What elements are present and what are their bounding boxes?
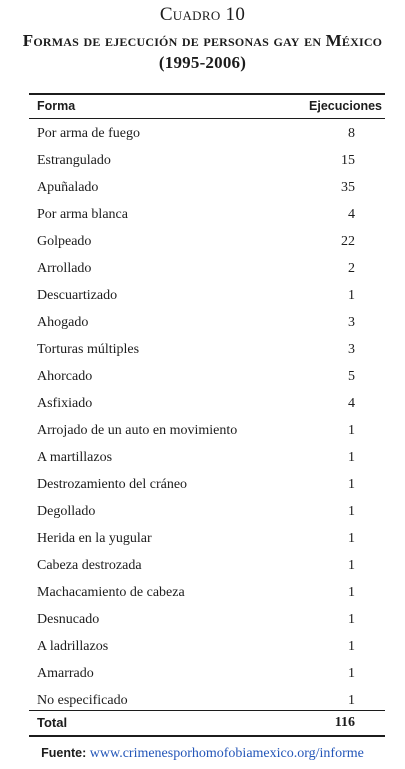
table-row bbox=[37, 255, 382, 282]
row-forma: Apuñalado bbox=[37, 180, 99, 195]
row-forma: Por arma de fuego bbox=[37, 126, 141, 141]
row-forma: Asfixiado bbox=[37, 396, 93, 411]
table-row bbox=[37, 174, 382, 201]
row-ejecuciones: 1 bbox=[348, 585, 355, 600]
table-row bbox=[37, 417, 382, 444]
row-forma: Estrangulado bbox=[37, 153, 111, 168]
row-ejecuciones: 1 bbox=[348, 477, 355, 492]
row-forma: Arrojado de un auto en movimiento bbox=[37, 423, 238, 438]
table-row bbox=[37, 525, 382, 552]
table-row bbox=[37, 363, 382, 390]
table-row bbox=[37, 147, 382, 174]
table-row bbox=[37, 282, 382, 309]
column-header-forma: Forma bbox=[37, 99, 76, 113]
table-header-row bbox=[37, 95, 382, 118]
row-ejecuciones: 2 bbox=[348, 261, 355, 276]
table-title bbox=[0, 30, 405, 74]
row-ejecuciones: 1 bbox=[348, 666, 355, 681]
row-ejecuciones: 35 bbox=[341, 180, 355, 195]
row-ejecuciones: 8 bbox=[348, 126, 355, 141]
table-body bbox=[37, 120, 382, 714]
table-row bbox=[37, 471, 382, 498]
row-forma: Ahogado bbox=[37, 315, 89, 330]
table-title-line1: Formas de ejecución de personas gay en México bbox=[22, 31, 383, 50]
row-ejecuciones: 1 bbox=[348, 504, 355, 519]
table-row bbox=[37, 579, 382, 606]
row-forma: Por arma blanca bbox=[37, 207, 128, 222]
row-ejecuciones: 3 bbox=[348, 315, 355, 330]
row-forma: Arrollado bbox=[37, 261, 92, 276]
table-row bbox=[37, 228, 382, 255]
total-label: Total bbox=[37, 715, 68, 730]
total-row bbox=[37, 711, 382, 735]
table-row bbox=[37, 309, 382, 336]
table-row bbox=[37, 552, 382, 579]
table-row bbox=[37, 120, 382, 147]
row-ejecuciones: 3 bbox=[348, 342, 355, 357]
table-bottom-rule bbox=[29, 735, 385, 737]
row-forma: Machacamiento de cabeza bbox=[37, 585, 185, 600]
row-forma: Descuartizado bbox=[37, 288, 118, 303]
table-title-years: (1995-2006) bbox=[158, 53, 247, 72]
row-forma: A martillazos bbox=[37, 450, 113, 465]
row-ejecuciones: 1 bbox=[348, 558, 355, 573]
row-ejecuciones: 15 bbox=[341, 153, 355, 168]
row-forma: A ladrillazos bbox=[37, 639, 109, 654]
row-forma: Torturas múltiples bbox=[37, 342, 140, 357]
row-forma: Ahorcado bbox=[37, 369, 93, 384]
source-note bbox=[0, 743, 405, 764]
row-ejecuciones: 4 bbox=[348, 396, 355, 411]
table-row bbox=[37, 660, 382, 687]
row-forma: Desnucado bbox=[37, 612, 100, 627]
row-forma: Degollado bbox=[37, 504, 96, 519]
row-forma: Herida en la yugular bbox=[37, 531, 152, 546]
table-row bbox=[37, 201, 382, 228]
row-ejecuciones: 22 bbox=[341, 234, 355, 249]
row-forma: Destrozamiento del cráneo bbox=[37, 477, 188, 492]
row-ejecuciones: 1 bbox=[348, 693, 355, 708]
row-ejecuciones: 1 bbox=[348, 288, 355, 303]
column-header-ejecuciones: Ejecuciones bbox=[309, 99, 382, 113]
table-row bbox=[37, 390, 382, 417]
row-ejecuciones: 1 bbox=[348, 423, 355, 438]
row-forma: No especificado bbox=[37, 693, 128, 708]
row-ejecuciones: 4 bbox=[348, 207, 355, 222]
row-forma: Golpeado bbox=[37, 234, 92, 249]
table-row bbox=[37, 444, 382, 471]
table-row bbox=[37, 336, 382, 363]
source-link[interactable]: www.crimenesporhomofobiamexico.org/informe bbox=[89, 746, 364, 761]
row-forma: Amarrado bbox=[37, 666, 94, 681]
table-row bbox=[37, 606, 382, 633]
header-bottom-rule bbox=[29, 118, 385, 119]
row-ejecuciones: 5 bbox=[348, 369, 355, 384]
row-forma: Cabeza destrozada bbox=[37, 558, 142, 573]
row-ejecuciones: 1 bbox=[348, 612, 355, 627]
table-row bbox=[37, 633, 382, 660]
row-ejecuciones: 1 bbox=[348, 450, 355, 465]
source-label: Fuente: bbox=[41, 746, 87, 760]
total-value: 116 bbox=[334, 715, 355, 730]
table-caption: Cuadro 10 bbox=[159, 4, 246, 25]
row-ejecuciones: 1 bbox=[348, 531, 355, 546]
table-row bbox=[37, 498, 382, 525]
row-ejecuciones: 1 bbox=[348, 639, 355, 654]
